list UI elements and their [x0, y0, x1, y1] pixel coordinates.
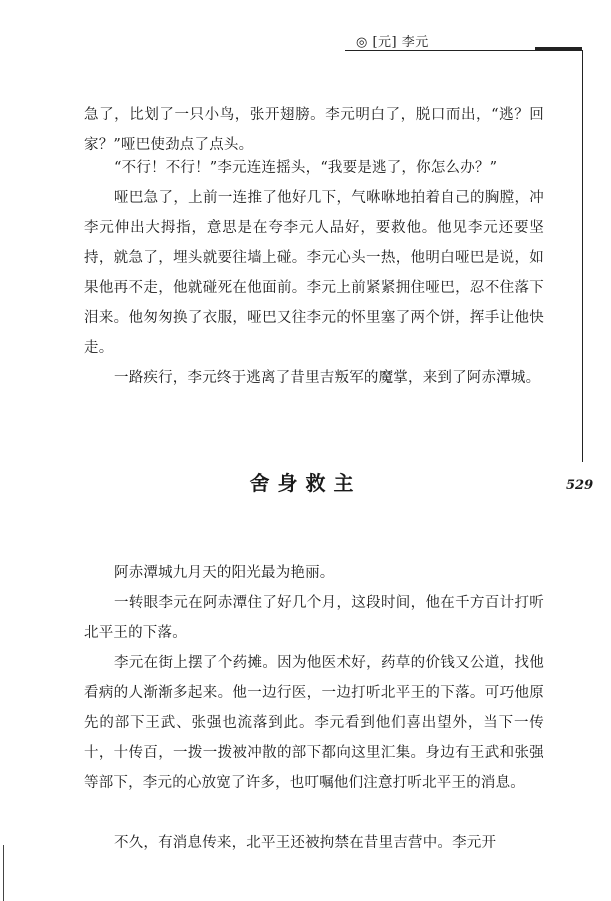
body-paragraph: “不行！不行！”李元连连摇头，“我要是逃了，你怎么办？” [114, 160, 498, 176]
page-number: 529 [566, 478, 594, 493]
body-paragraph: 哑巴急了，上前一连推了他好几下，气咻咻地拍着自己的胸膛，冲李元伸出大拇指，意思是在夸李元人品好，要救他。他见李元还要坚持，就急了，埋头就要往墙上碰。李元心头一热，他明白哑巴是说，如果他再不走，他就碰死在他面前。李元上前紧紧拥住哑巴，忍不住落下泪来。他匆匆换了衣服，哑巴又往李元的怀里塞了两个饼，挥手让他快走。 [84, 190, 544, 356]
running-header [0, 0, 611, 70]
section-title: 舍身救主 [249, 471, 362, 495]
running-title: ◎ [元] 李元 [356, 35, 429, 50]
header-rule-accent [535, 47, 582, 51]
body-paragraph: 急了，比划了一只小鸟，张开翅膀。李元明白了，脱口而出，“逃？回家？”哑巴使劲点了点头。 [84, 107, 544, 153]
scan-edge-mark [3, 845, 4, 901]
body-paragraph: 一转眼李元在阿赤潭住了好几个月，这段时间，他在千方百计打听北平王的下落。 [84, 595, 544, 641]
body-paragraph: 不久，有消息传来，北平王还被拘禁在昔里吉营中。李元开 [114, 835, 497, 851]
margin-rule [582, 50, 583, 462]
body-paragraph: 一路疾行，李元终于逃离了昔里吉叛军的魔掌，来到了阿赤潭城。 [114, 370, 541, 386]
body-paragraph: 李元在街上摆了个药摊。因为他医术好，药草的价钱又公道，找他看病的人渐渐多起来。他一边行医，一边打听北平王的下落。可巧他原先的部下王武、张强也流落到此。李元看到他们喜出望外，当下一传十，十传百，一拨一拨被冲散的部下都向这里汇集。身边有王武和张强等部下，李元的心放宽了许多，也叮嘱他们注意打听北平王的消息。 [84, 655, 544, 791]
body-paragraph: 阿赤潭城九月天的阳光最为艳丽。 [114, 565, 335, 581]
